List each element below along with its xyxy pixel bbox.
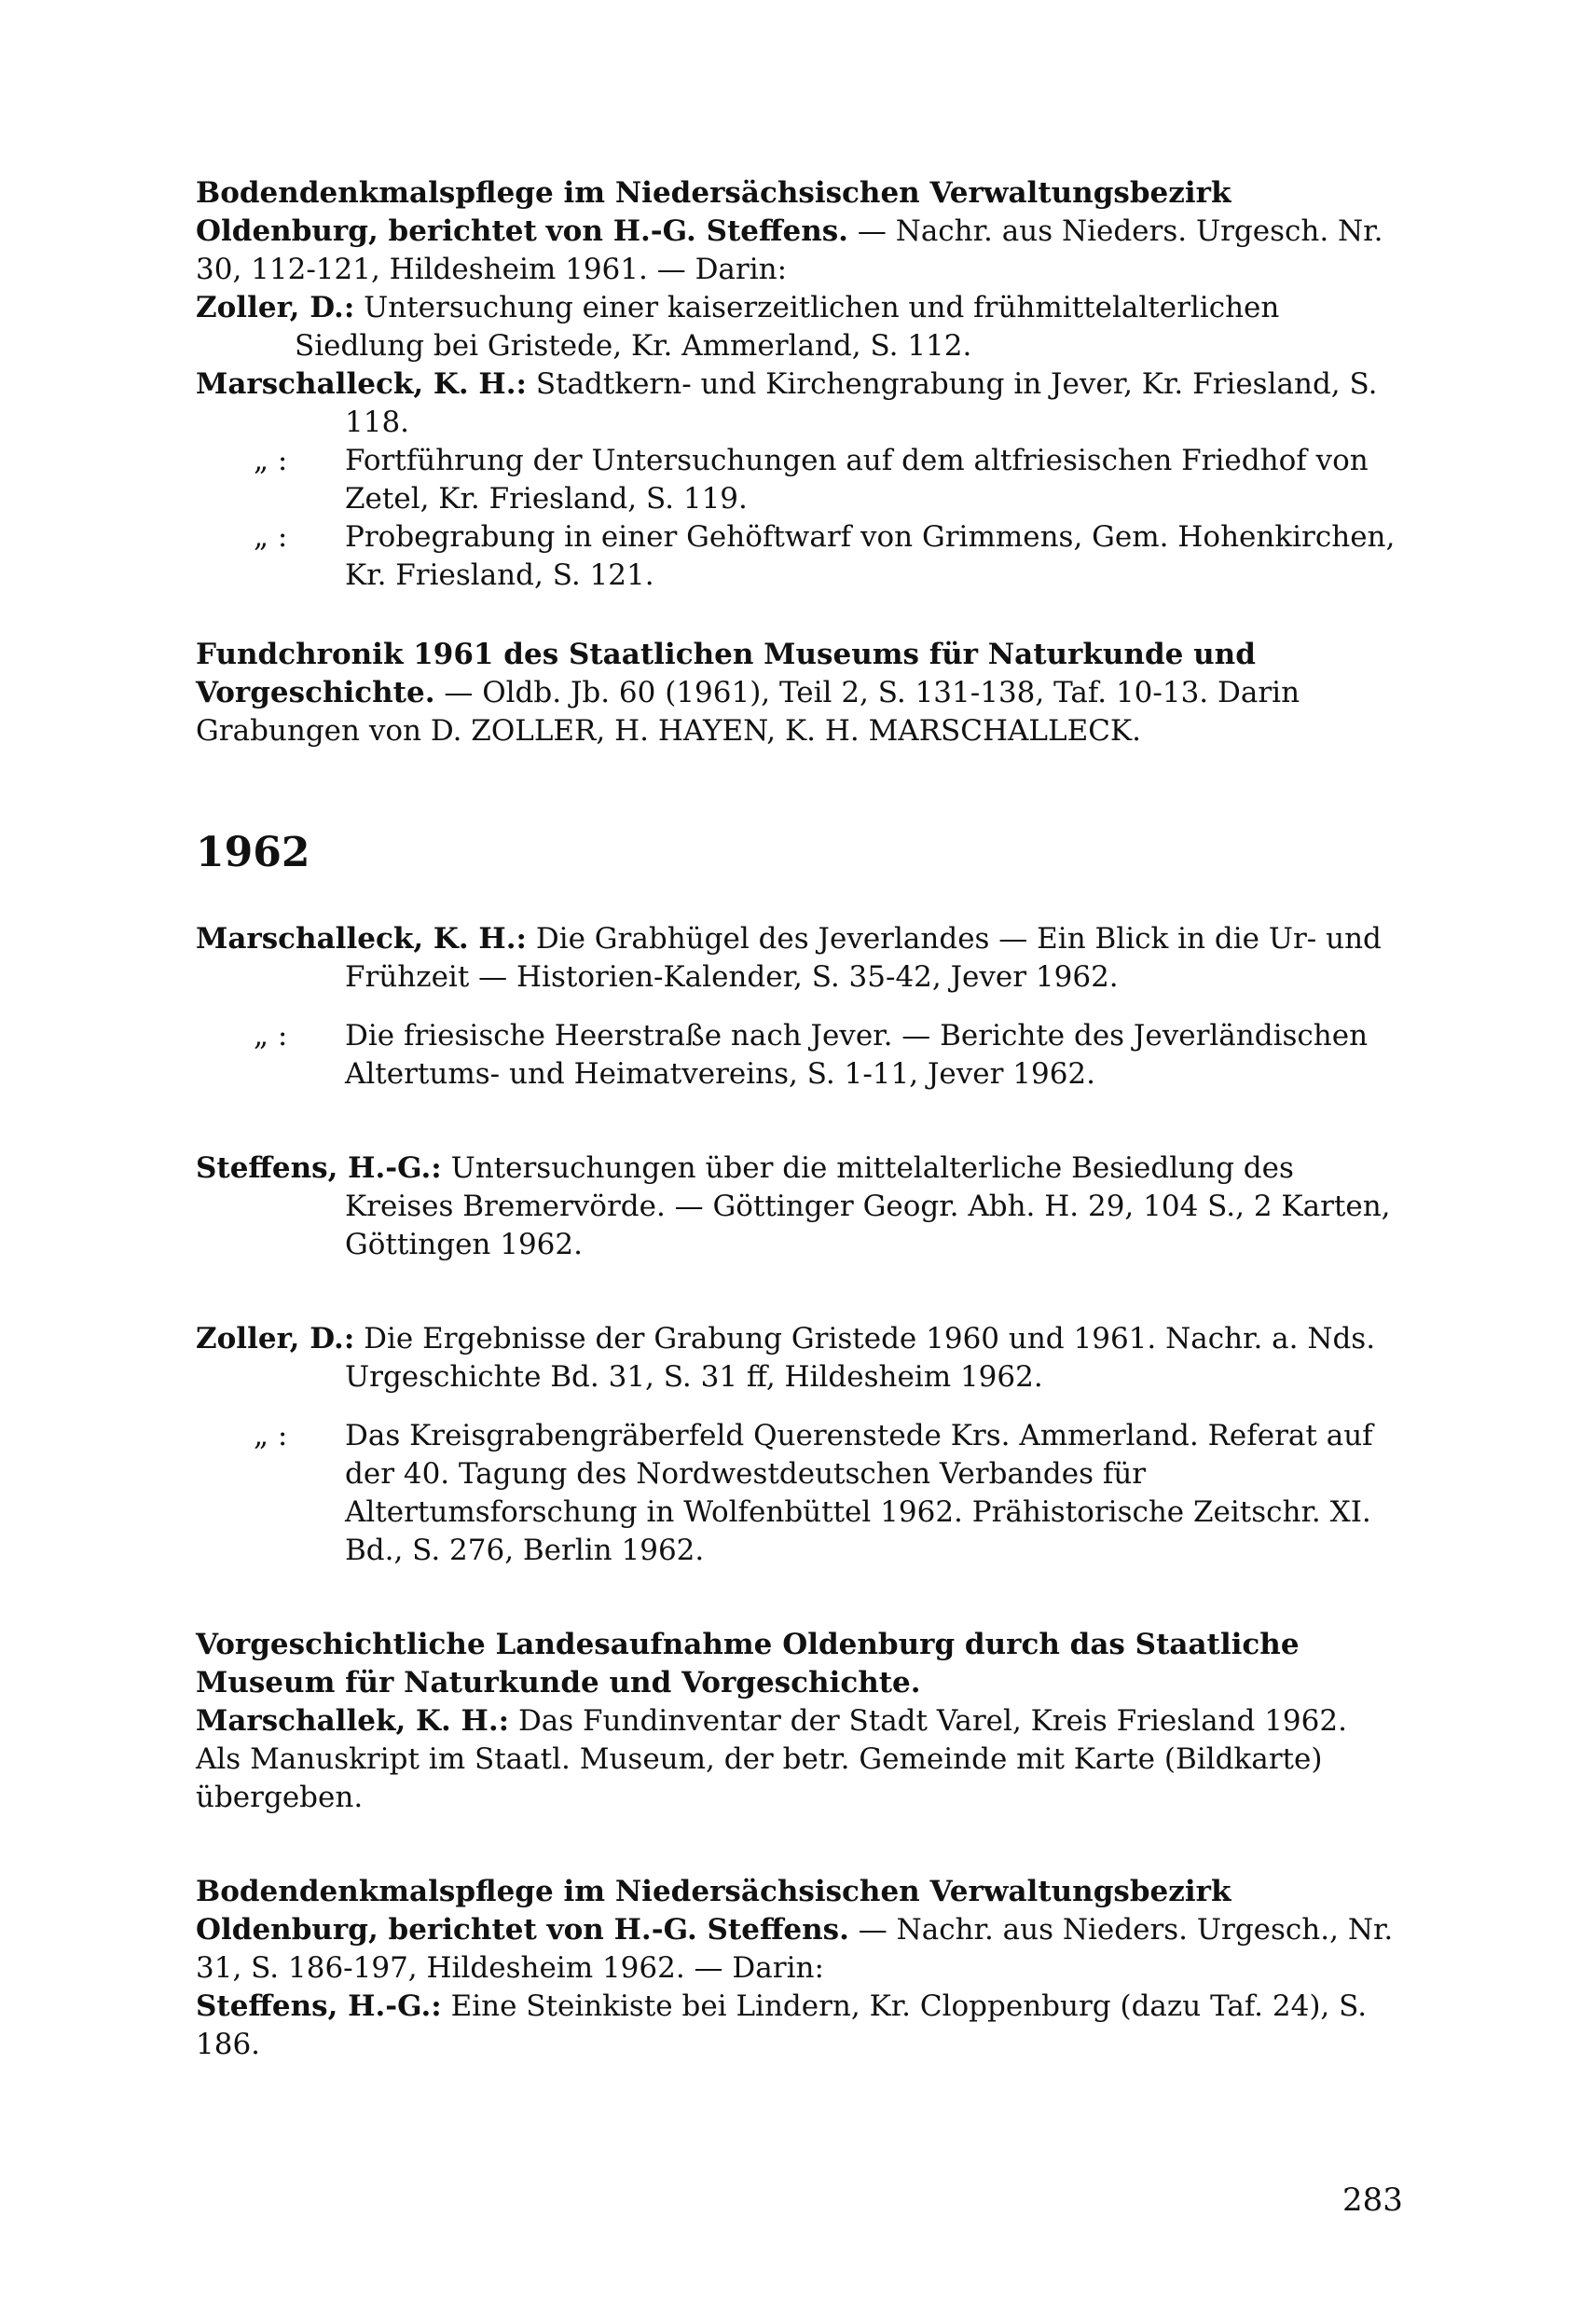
bibliography-entry	[196, 1320, 1398, 1397]
group-heading	[196, 1873, 1398, 1988]
entry-text: Untersuchung einer kaiserzeitlichen und frühmittelalterlichen Siedlung bei Gristede, Kr. Ammerland, S. 112.	[295, 291, 1280, 363]
entry-group-bodendenkmalspflege-1962	[196, 1873, 1398, 2064]
entry-text: Das Fundinventar der Stadt Varel, Kreis Friesland 1962.	[509, 1704, 1347, 1738]
entry-group-landesaufnahme	[196, 1626, 1398, 1817]
bibliography-entry	[196, 1988, 1398, 2064]
year-heading: 1962	[196, 829, 310, 876]
heading-text: Bodendenkmalspflege im Niedersächsischen Verwaltungsbezirk Oldenburg, berichtet	[196, 176, 1231, 248]
page-number: 283	[1342, 2181, 1403, 2219]
bibliography-subentry	[196, 518, 1398, 595]
entry-author: Steffens, H.-G.:	[196, 1989, 442, 2023]
bibliography-entry	[196, 1702, 1398, 1741]
heading-text-rest: von H.-G. Steffens.	[545, 214, 848, 248]
entry-author: Marschallek, K. H.:	[196, 1704, 510, 1738]
entry-author: Steffens, H.-G.:	[196, 1151, 442, 1185]
source-text: — Nachr. aus Nieders. Urgesch., Nr. 31, S. 186-197, Hildesheim 1962. — Darin:	[196, 1913, 1394, 1985]
entry-group-steffens-1962	[196, 1149, 1398, 1264]
bibliography-entry	[196, 1149, 1398, 1264]
heading-text: Bodendenkmalspflege im Niedersächsischen Verwaltungsbezirk Oldenburg, berichtet von H.-G. Steffens.	[196, 1875, 1231, 1947]
entry-text: Die Ergebnisse der Grabung Gristede 1960 und 1961. Nachr. a. Nds. Urgeschichte Bd. 31, S. 31 ff, Hildesheim 1962.	[345, 1322, 1376, 1394]
ditto-mark: „ :	[254, 1419, 288, 1452]
subentry-text: Probegrabung in einer Gehöftwarf von Grimmens, Gem. Hohenkirchen, Kr. Friesland, S. 121.	[345, 520, 1396, 592]
group-heading	[196, 174, 1398, 289]
entry-text: Untersuchungen über die mittelalterliche Besiedlung des Kreises Bremervörde. — Göttinger Geogr. Abh. H. 29, 104 S., 2 Karten, Göttingen 1962.	[345, 1151, 1391, 1261]
entry-text: Die Grabhügel des Jeverlandes — Ein Blick in die Ur- und Frühzeit — Historien-Kalender, S. 35-42, Jever 1962.	[345, 922, 1382, 994]
entry-author: Zoller, D.:	[196, 291, 355, 324]
entry-text: Eine Steinkiste bei Lindern, Kr. Cloppenburg (dazu Taf. 24), S. 186.	[196, 1989, 1368, 2061]
page-content	[196, 163, 1398, 2064]
subentry-text: Das Kreisgrabengräberfeld Querenstede Krs. Ammerland. Referat auf der 40. Tagung des Nordwestdeutschen Verbandes für Altertumsforschung in Wolfenbüttel 1962. Prähistorische Zeitschr. XI. Bd., S. 276, Berlin 1962.	[345, 1419, 1373, 1567]
bibliography-subentry	[196, 1017, 1398, 1094]
entry-group-zoller-1962	[196, 1320, 1398, 1570]
group-heading: Vorgeschichtliche Landesaufnahme Oldenburg durch das Staatliche Museum für Naturkunde und Vorgeschichte.	[196, 1628, 1300, 1700]
entry-group-marschalleck-1962	[196, 920, 1398, 1094]
heading-text: Fundchronik 1961 des Staatlichen Museums für Naturkunde und Vorgeschichte.	[196, 638, 1256, 709]
subentry-text: Fortführung der Untersuchungen auf dem altfriesischen Friedhof von Zetel, Kr. Friesland, S. 119.	[345, 444, 1369, 516]
ditto-mark: „ :	[254, 520, 288, 554]
bibliography-subentry	[196, 442, 1398, 518]
entry-author: Marschalleck, K. H.:	[196, 367, 527, 401]
source-text: — Nachr. aus Nieders. Urgesch. Nr. 30, 112-121, Hildesheim 1961. — Darin:	[196, 214, 1383, 286]
group-heading	[196, 636, 1398, 750]
entry-group-bodendenkmalspflege-1961	[196, 174, 1398, 595]
entry-author: Zoller, D.:	[196, 1322, 355, 1356]
entry-author: Marschalleck, K. H.:	[196, 922, 527, 956]
bibliography-subentry	[196, 1417, 1398, 1570]
bibliography-entry	[196, 920, 1398, 997]
entry-note: Als Manuskript im Staatl. Museum, der betr. Gemeinde mit Karte (Bildkarte) übergeben.	[196, 1742, 1323, 1814]
bibliography-entry	[196, 365, 1398, 442]
entry-group-fundchronik-1961	[196, 636, 1398, 750]
entry-text: Stadtkern- und Kirchengrabung in Jever, Kr. Friesland, S. 118.	[345, 367, 1378, 439]
subentry-text: Die friesische Heerstraße nach Jever. — Berichte des Jeverländischen Altertums- und Heimatvereins, S. 1-11, Jever 1962.	[345, 1019, 1369, 1091]
bibliography-entry	[196, 289, 1398, 365]
ditto-mark: „ :	[254, 444, 288, 477]
ditto-mark: „ :	[254, 1019, 288, 1053]
source-text: — Oldb. Jb. 60 (1961), Teil 2, S. 131-138, Taf. 10-13. Darin Grabungen von D. ZOLLER, H. HAYEN, K. H. MARSCHALLECK.	[196, 676, 1300, 748]
